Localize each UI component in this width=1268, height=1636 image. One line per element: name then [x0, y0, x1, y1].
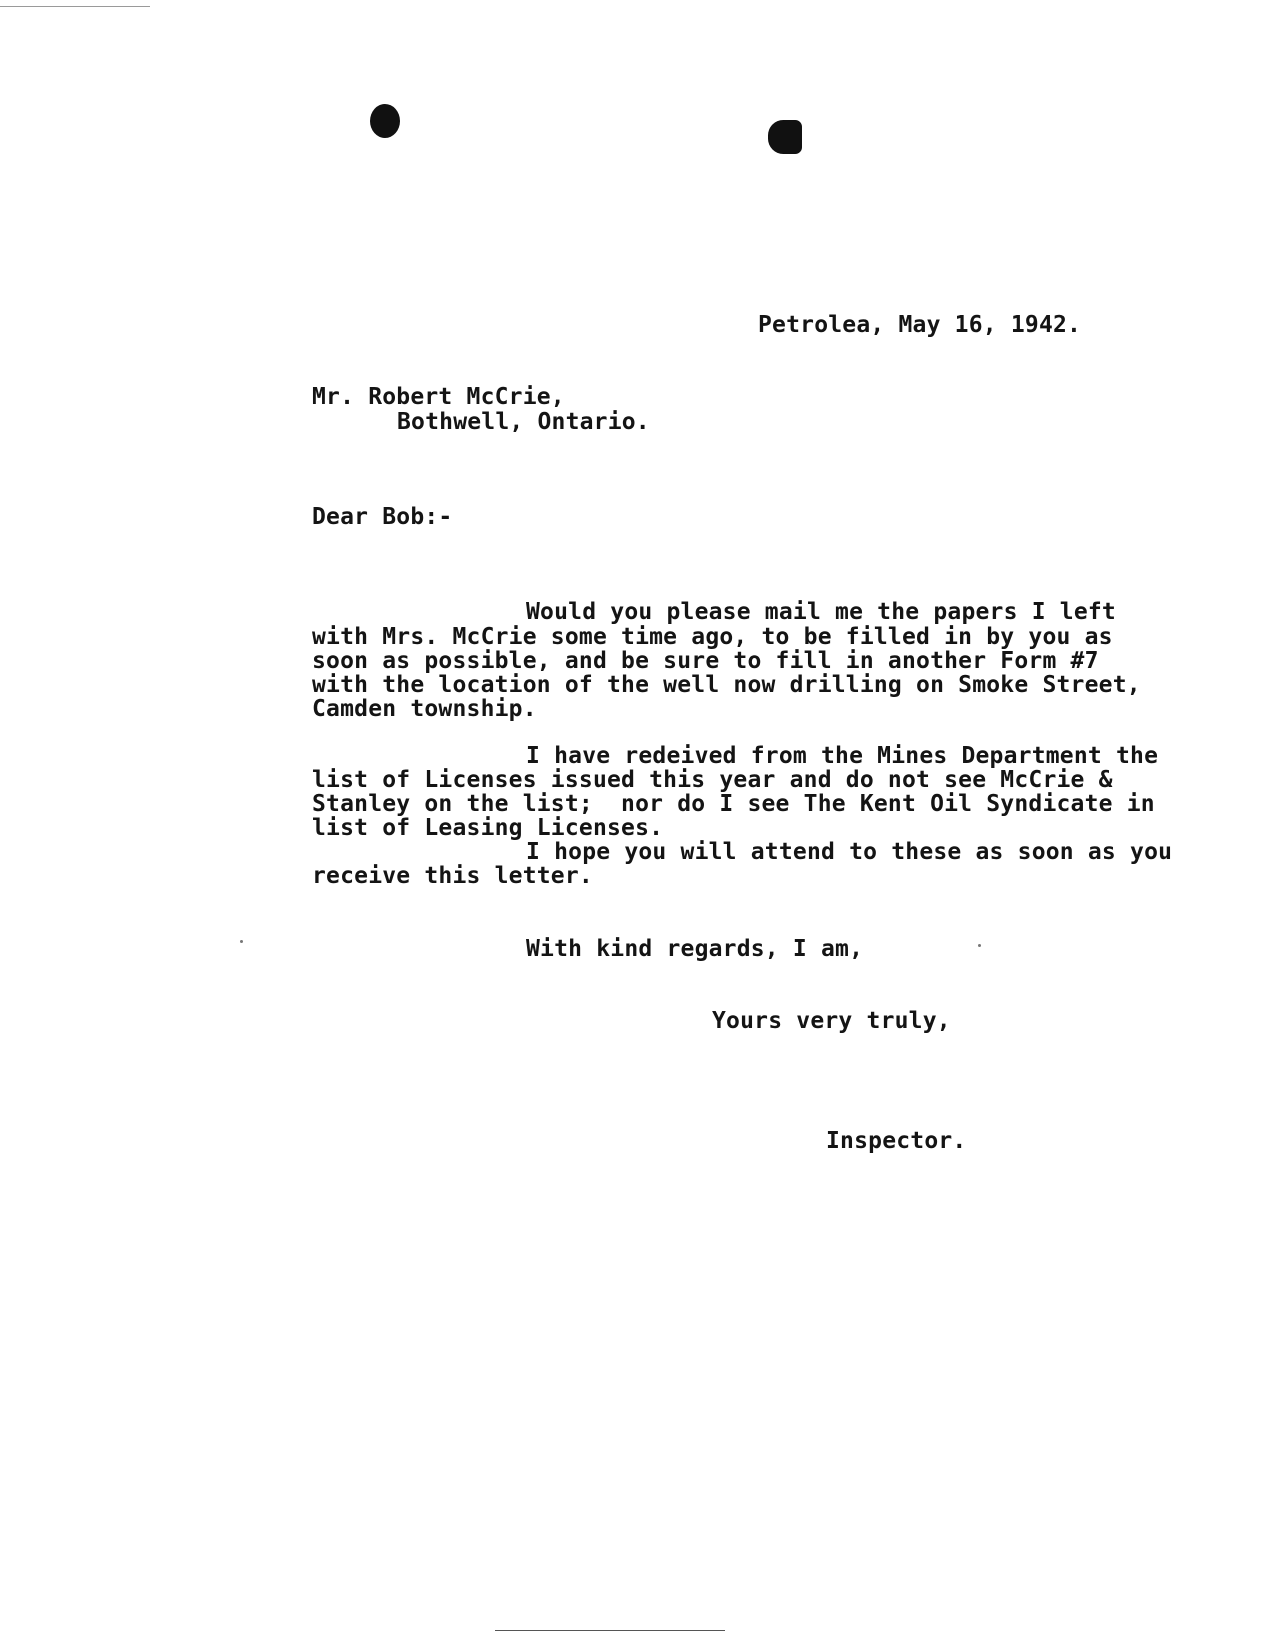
scan-speck [240, 940, 243, 943]
valediction: Yours very truly, [712, 1008, 951, 1034]
paragraph-3-line: I hope you will attend to these as soon as you [526, 839, 1173, 865]
recipient-name: Mr. Robert McCrie, [312, 384, 565, 410]
paragraph-1-line: Camden township. [312, 696, 537, 722]
scan-speck [978, 944, 981, 947]
punch-hole-left [370, 104, 400, 138]
dateline: Petrolea, May 16, 1942. [758, 312, 1082, 338]
paragraph-1-line: with Mrs. McCrie some time ago, to be filled in by you as [312, 624, 1113, 650]
paragraph-1-line: soon as possible, and be sure to fill in another Form #7 [312, 648, 1099, 674]
salutation: Dear Bob:- [312, 504, 453, 530]
paragraph-2-line: list of Licenses issued this year and do not see McCrie & [312, 767, 1113, 793]
paragraph-1-line: with the location of the well now drilling on Smoke Street, [312, 672, 1141, 698]
recipient-address: Bothwell, Ontario. [397, 409, 650, 435]
paragraph-1-line: Would you please mail me the papers I left [526, 599, 1116, 625]
closing-line: With kind regards, I am, [526, 936, 864, 962]
top-edge-mark [0, 6, 150, 7]
paragraph-2-line: I have redeived from the Mines Department the [526, 743, 1159, 769]
signature-title: Inspector. [826, 1128, 967, 1154]
paragraph-2-line: Stanley on the list; nor do I see The Kent Oil Syndicate in [312, 791, 1155, 817]
bottom-edge-mark [495, 1630, 725, 1631]
punch-hole-right [768, 120, 802, 154]
paragraph-2-line: list of Leasing Licenses. [312, 815, 664, 841]
paragraph-3-line: receive this letter. [312, 863, 593, 889]
